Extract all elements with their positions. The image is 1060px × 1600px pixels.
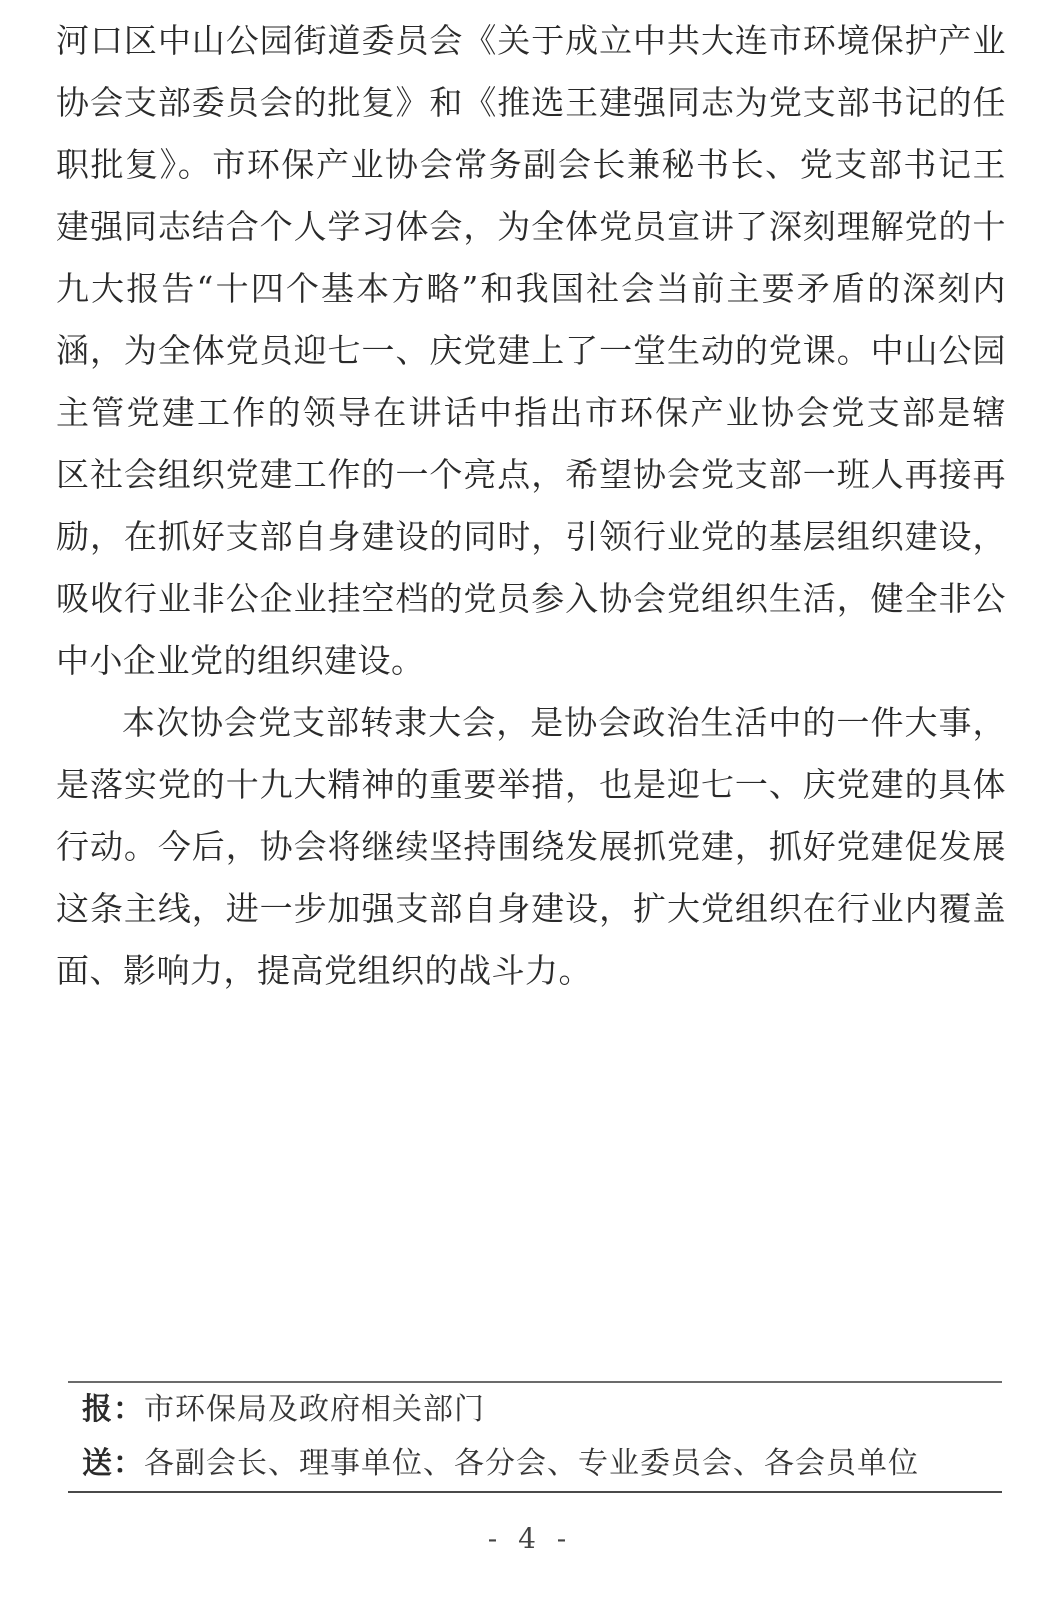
divider-bottom	[68, 1491, 1002, 1493]
distribution-block	[68, 1381, 1002, 1493]
paragraph-1	[56, 10, 1006, 692]
text-line: 九大报告“十四个基本方略”和我国社会当前主要矛盾的深刻内	[56, 269, 1006, 308]
text-line: 职批复》。市环保产业协会常务副会长兼秘书长、党支部书记王	[56, 145, 1006, 184]
text-line: 涵，为全体党员迎七一、庆党建上了一堂生动的党课。中山公园	[56, 331, 1006, 370]
paragraph-2	[56, 692, 1006, 1002]
text-line: 区社会组织党建工作的一个亮点，希望协会党支部一班人再接再	[56, 455, 1006, 494]
report-label: 报：	[82, 1392, 144, 1427]
report-to-row	[68, 1383, 1002, 1437]
text-line: 本次协会党支部转隶大会，是协会政治生活中的一件大事，	[122, 703, 1006, 742]
send-to-row	[68, 1437, 1002, 1491]
text-line: 协会支部委员会的批复》和《推选王建强同志为党支部书记的任	[56, 83, 1006, 122]
text-line: 行动。今后，协会将继续坚持围绕发展抓党建，抓好党建促发展	[56, 827, 1006, 866]
text-line: 建强同志结合个人学习体会，为全体党员宣讲了深刻理解党的十	[56, 207, 1006, 246]
text-line: 吸收行业非公企业挂空档的党员参入协会党组织生活，健全非公	[56, 579, 1006, 618]
send-label: 送：	[82, 1446, 144, 1481]
report-value: 市环保局及政府相关部门	[144, 1392, 485, 1427]
text-line: 面、影响力，提高党组织的战斗力。	[56, 951, 592, 990]
text-line: 这条主线，进一步加强支部自身建设，扩大党组织在行业内覆盖	[56, 889, 1006, 928]
text-line: 河口区中山公园街道委员会《关于成立中共大连市环境保护产业	[56, 21, 1006, 60]
page-number: - 4 -	[487, 1522, 573, 1555]
text-line: 是落实党的十九大精神的重要举措，也是迎七一、庆党建的具体	[56, 765, 1006, 804]
text-line: 励，在抓好支部自身建设的同时，引领行业党的基层组织建设，	[56, 517, 1006, 556]
body-text	[56, 10, 1006, 1002]
send-value: 各副会长、理事单位、各分会、专业委员会、各会员单位	[144, 1446, 919, 1481]
text-line: 中小企业党的组织建设。	[56, 641, 425, 680]
text-line: 主管党建工作的领导在讲话中指出市环保产业协会党支部是辖	[56, 393, 1006, 432]
